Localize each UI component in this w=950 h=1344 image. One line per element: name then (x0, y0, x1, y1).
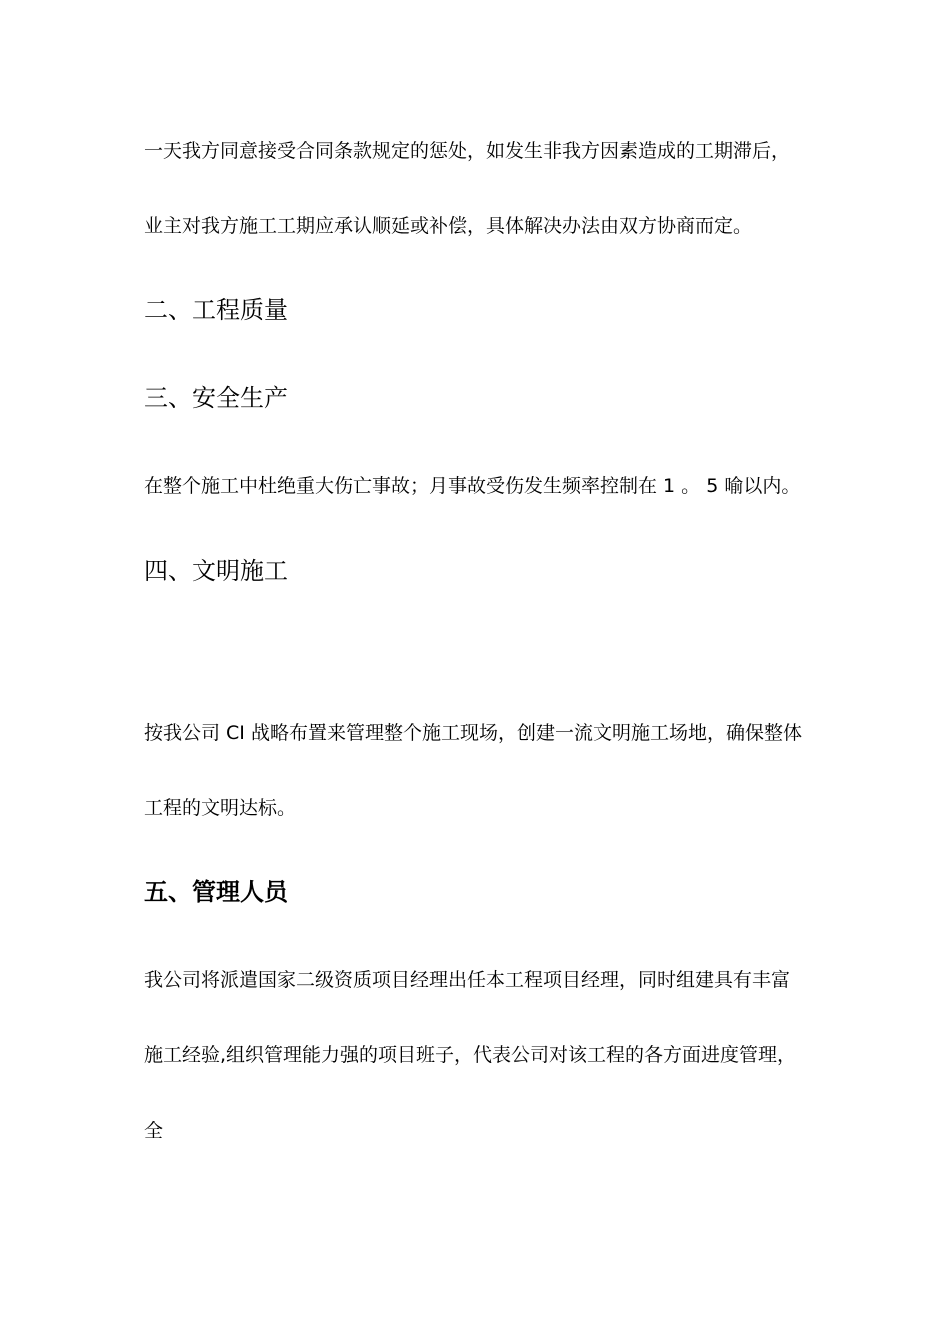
paragraph-line: 业主对我方施工工期应承认顺延或补偿，具体解决办法由双方协商而定。 (144, 215, 753, 237)
paragraph-line: 全 (144, 1120, 164, 1142)
section-heading-civilized-construction: 四、文明施工 (144, 557, 288, 585)
paragraph-line: 一天我方同意接受合同条款规定的惩处，如发生非我方因素造成的工期滞后， (144, 140, 791, 162)
section-heading-safety: 三、安全生产 (144, 384, 288, 412)
paragraph-line: 施工经验,组织管理能力强的项目班子，代表公司对该工程的各方面进度管理， (144, 1044, 797, 1066)
paragraph-line: 在整个施工中杜绝重大伤亡事故；月事故受伤发生频率控制在 1 。 5 喻以内。 (144, 475, 801, 497)
section-heading-quality: 二、工程质量 (144, 296, 288, 324)
paragraph-line: 我公司将派遣国家二级资质项目经理出任本工程项目经理，同时组建具有丰富 (144, 969, 791, 991)
paragraph-line: 按我公司 CI 战略布置来管理整个施工现场，创建一流文明施工场地，确保整体 (144, 722, 802, 744)
section-heading-management-staff: 五、管理人员 (144, 878, 288, 906)
paragraph-line: 工程的文明达标。 (144, 797, 297, 819)
